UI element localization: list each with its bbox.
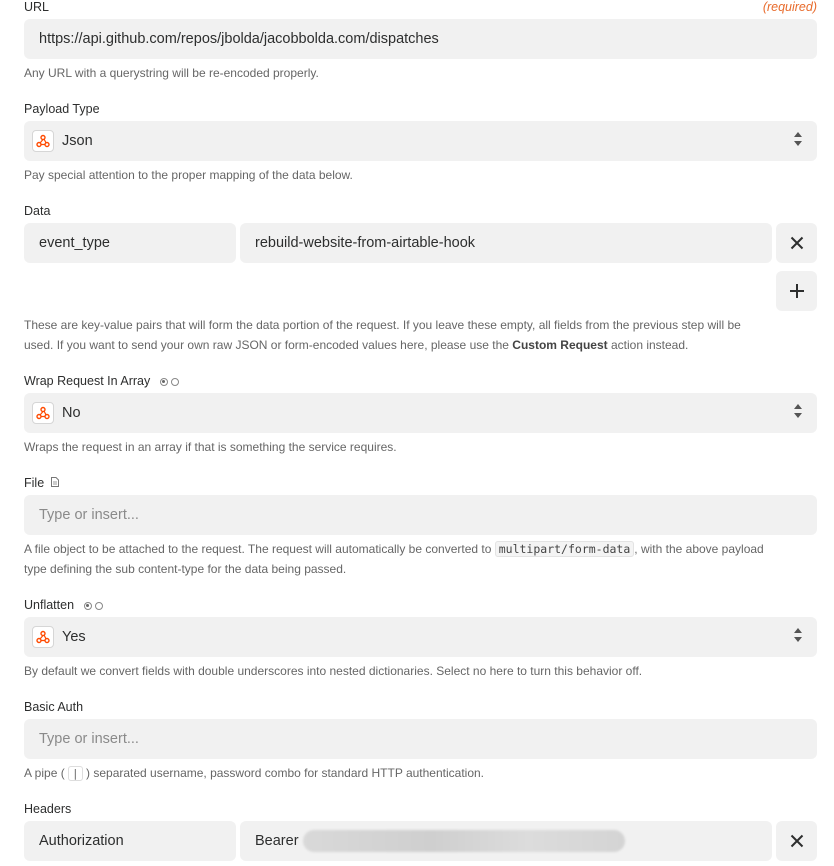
- url-help: Any URL with a querystring will be re-encoded properly.: [24, 66, 319, 80]
- url-input[interactable]: [24, 19, 817, 59]
- header-key-value: Authorization: [39, 833, 124, 849]
- required-indicator: (required): [762, 0, 817, 14]
- data-value-text: rebuild-website-from-airtable-hook: [255, 235, 476, 251]
- wrap-request-label: Wrap Request In Array: [24, 374, 151, 388]
- payload-type-label: Payload Type: [24, 102, 100, 116]
- file-label: File: [24, 476, 45, 490]
- header-value-input[interactable]: [240, 821, 772, 861]
- payload-type-help: Pay special attention to the proper mapping of the data below.: [24, 168, 353, 182]
- pipe-code: |: [68, 766, 83, 781]
- document-icon: [51, 477, 59, 487]
- unflatten-label-row: [24, 598, 103, 612]
- unflatten-help: By default we convert fields with double underscores into nested dictionaries. Select no here to turn this behavior off.: [24, 664, 643, 678]
- multipart-code: multipart/form-data: [495, 541, 635, 557]
- basic-auth-help: [24, 763, 484, 784]
- data-key-value: event_type: [39, 235, 110, 251]
- close-icon: [790, 236, 804, 250]
- basic-auth-help-text: A pipe (: [24, 766, 65, 780]
- file-help-line1: [24, 539, 824, 559]
- unflatten-label: Unflatten: [24, 598, 75, 612]
- up-down-arrows-icon: [793, 403, 803, 423]
- data-value-input[interactable]: [240, 223, 772, 263]
- up-down-arrows-icon: [793, 131, 803, 151]
- basic-auth-label: Basic Auth: [24, 700, 84, 714]
- file-help-line2: type defining the sub content-type for the data being passed.: [24, 562, 347, 576]
- webhook-icon: [32, 402, 54, 424]
- data-label: Data: [24, 204, 51, 218]
- file-help: [24, 539, 824, 579]
- data-help-text-end: action instead.: [610, 338, 689, 352]
- radio-icon[interactable]: [171, 378, 179, 386]
- up-down-arrows-icon: [793, 627, 803, 647]
- radio-icon[interactable]: [95, 602, 103, 610]
- data-help-line1: These are key-value pairs that will form the data portion of the request. If you leave these empty, all fields from the previous step will be: [24, 318, 741, 332]
- redacted-token: [303, 830, 625, 852]
- basic-auth-input[interactable]: [24, 719, 817, 759]
- url-value: https://api.github.com/repos/jbolda/jacobbolda.com/dispatches: [39, 31, 439, 47]
- unflatten-value: Yes: [62, 629, 86, 645]
- header-key-input[interactable]: [24, 821, 236, 861]
- custom-request-link[interactable]: Custom Request: [512, 338, 608, 352]
- radio-icon[interactable]: [160, 378, 168, 386]
- data-help-text: used. If you want to send your own raw JSON or form-encoded values here, please use the: [24, 338, 509, 352]
- file-help-text-cont: , with the above payload: [634, 542, 764, 556]
- data-key-input[interactable]: [24, 223, 236, 263]
- webhook-icon: [32, 130, 54, 152]
- header-value-prefix: Bearer: [255, 833, 299, 849]
- file-input[interactable]: [24, 495, 817, 535]
- wrap-request-value: No: [62, 405, 81, 421]
- radio-icon[interactable]: [84, 602, 92, 610]
- basic-auth-placeholder: Type or insert...: [39, 731, 139, 747]
- wrap-request-label-row: [24, 374, 179, 388]
- unflatten-select[interactable]: [24, 617, 817, 657]
- wrap-request-help: Wraps the request in an array if that is something the service requires.: [24, 440, 397, 454]
- wrap-request-select[interactable]: [24, 393, 817, 433]
- file-placeholder: Type or insert...: [39, 507, 139, 523]
- data-help: [24, 315, 824, 355]
- file-help-text: A file object to be attached to the request. The request will automatically be converted to: [24, 542, 492, 556]
- payload-type-value: Json: [62, 133, 93, 149]
- data-help-line2: [24, 335, 824, 355]
- webhook-icon: [32, 626, 54, 648]
- remove-header-row-button[interactable]: [776, 821, 817, 861]
- basic-auth-help-text-end: ) separated username, password combo for standard HTTP authentication.: [86, 766, 485, 780]
- url-label: URL: [24, 0, 50, 14]
- close-icon: [790, 834, 804, 848]
- payload-type-select[interactable]: [24, 121, 817, 161]
- headers-label: Headers: [24, 802, 72, 816]
- add-data-row-button[interactable]: [776, 271, 817, 311]
- file-label-row: [24, 476, 59, 490]
- plus-icon: [789, 283, 805, 299]
- remove-data-row-button[interactable]: [776, 223, 817, 263]
